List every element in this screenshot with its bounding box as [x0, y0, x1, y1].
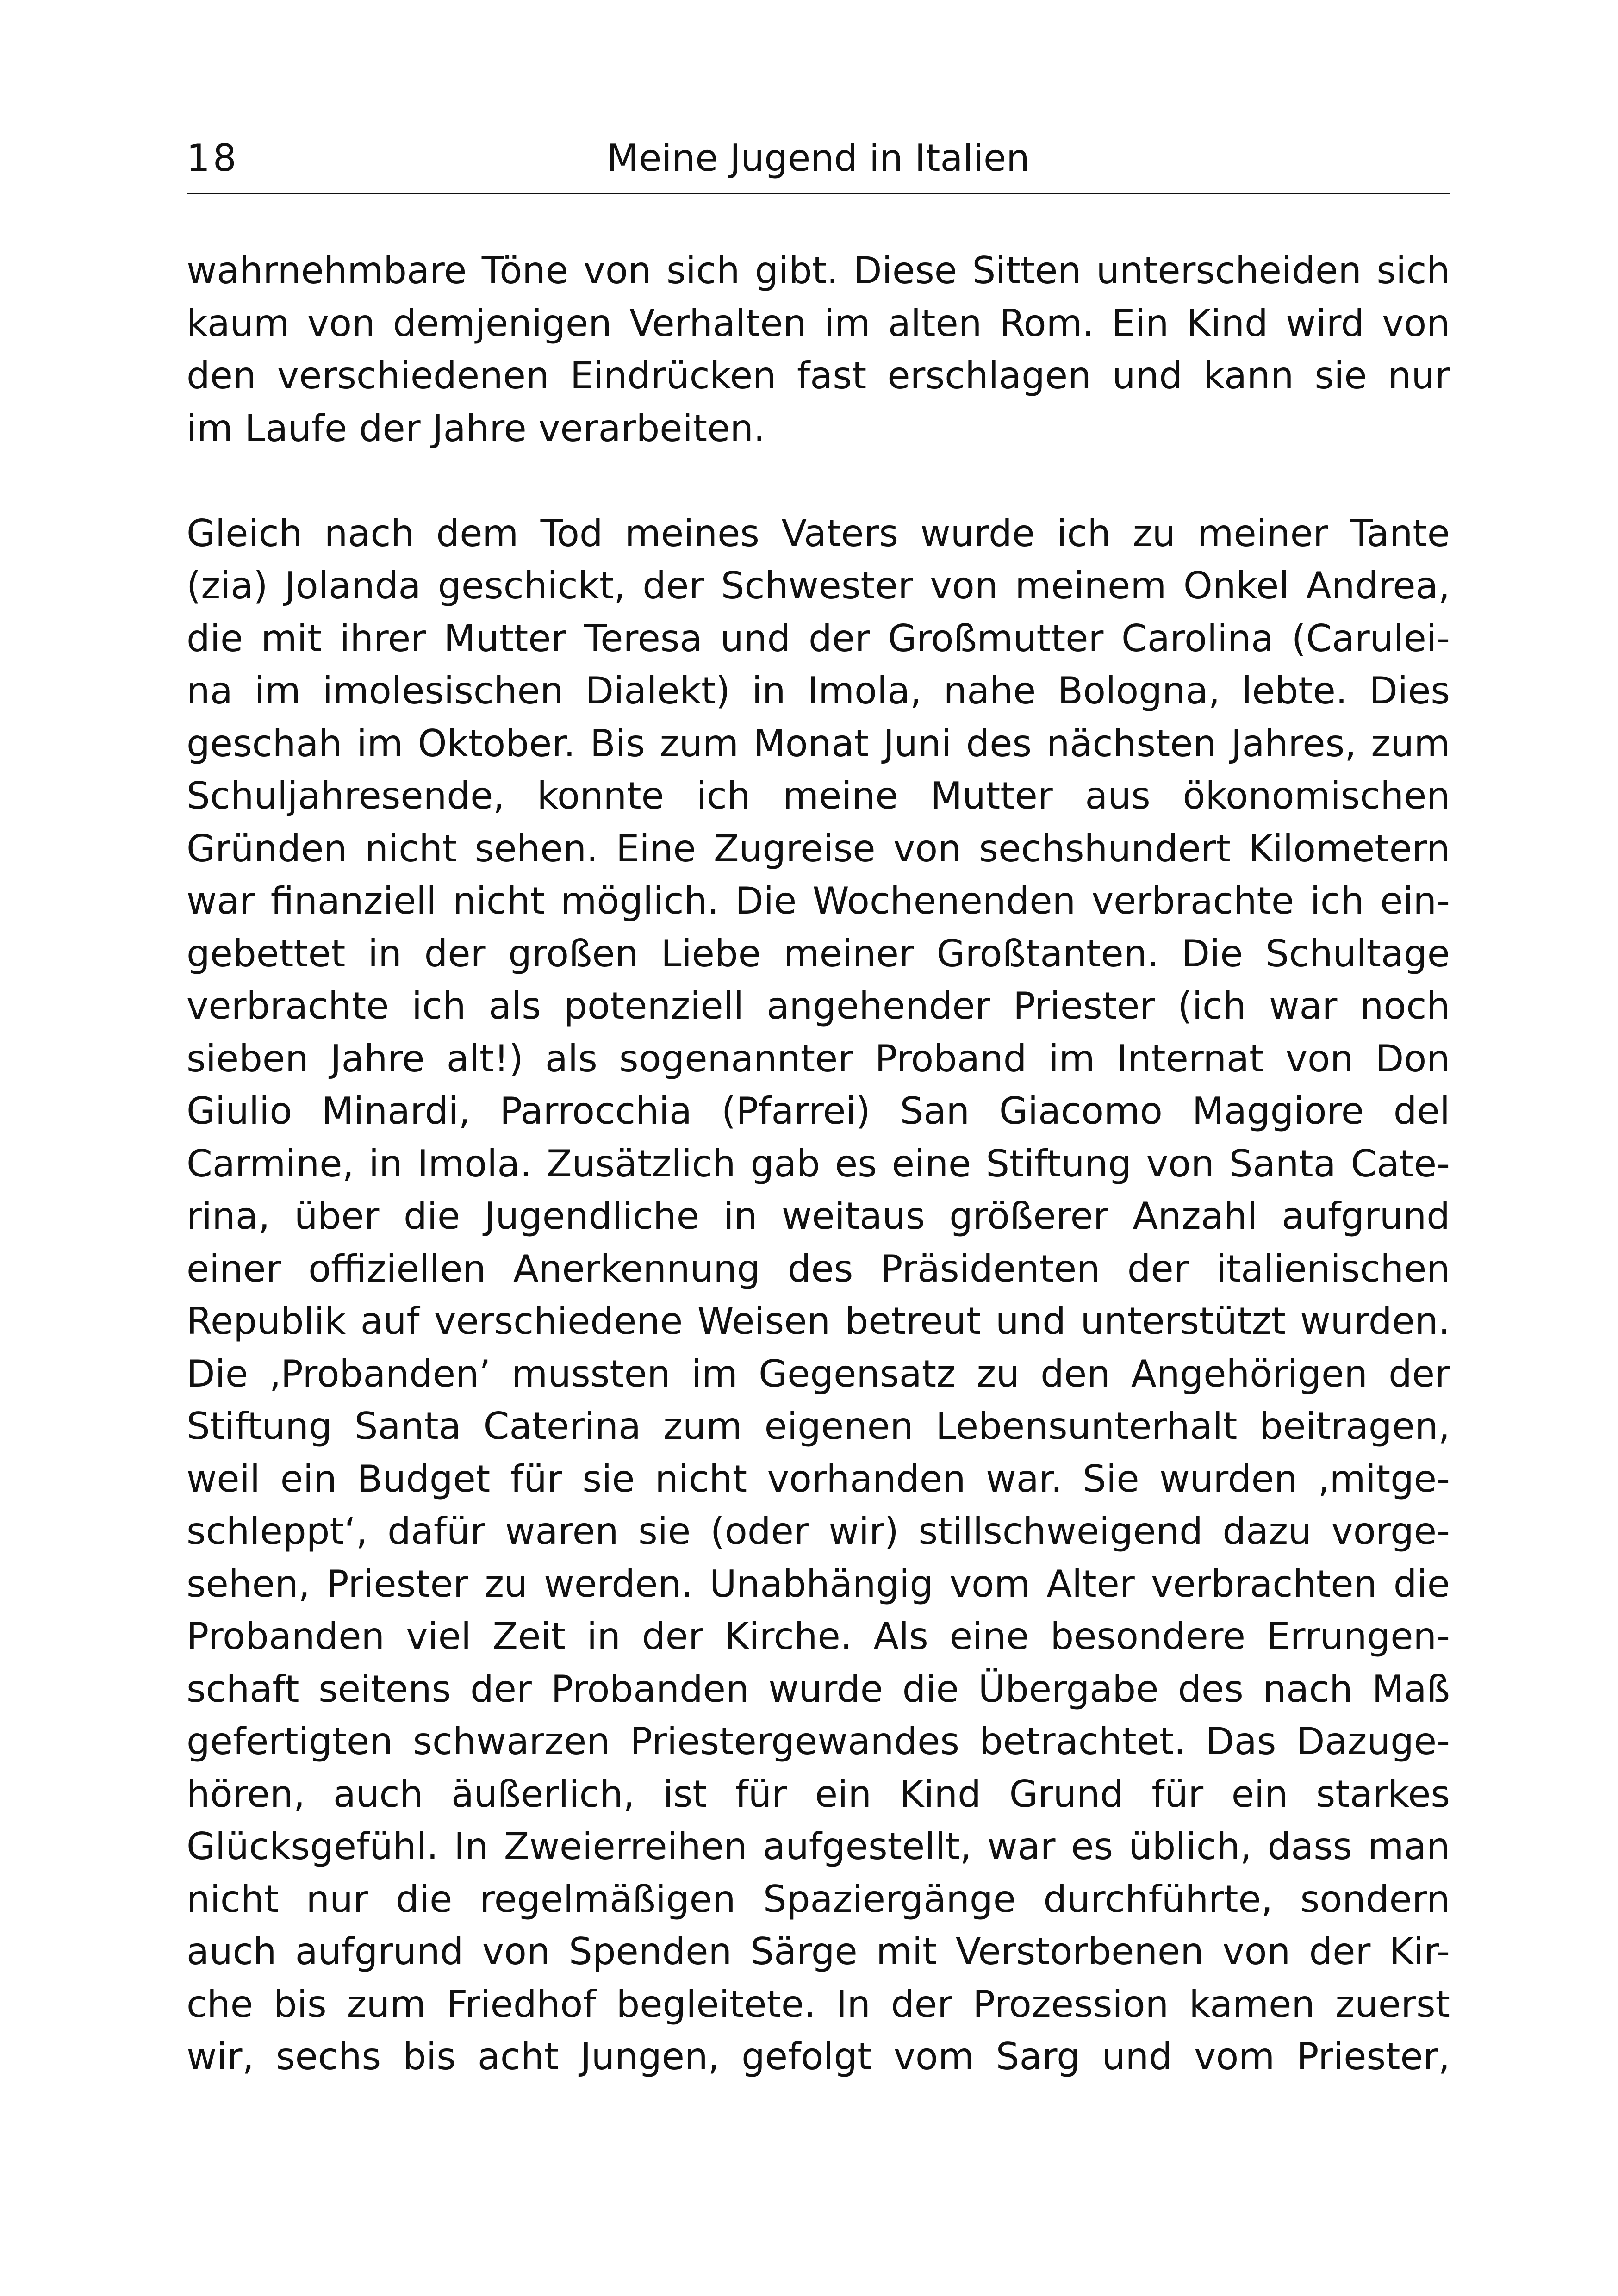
- paragraph-1: [187, 244, 1450, 454]
- text-line: schaft seitens der Probanden wurde die Übergabe des nach Maß: [187, 1667, 1450, 1711]
- text-line: Schuljahresende, konnte ich meine Mutter aus ökonomischen: [187, 774, 1450, 817]
- running-header: [187, 125, 1450, 194]
- text-line: gebettet in der großen Liebe meiner Großtanten. Die Schultage: [187, 932, 1450, 975]
- text-line: Glücksgefühl. In Zweierreihen aufgestellt, war es üblich, dass man: [187, 1825, 1450, 1868]
- text-line: verbrachte ich als potenziell angehender Priester (ich war noch: [187, 984, 1450, 1027]
- text-line: che bis zum Friedhof begleitete. In der Prozession kamen zuerst: [187, 1982, 1450, 2026]
- paragraph-2: [187, 507, 1450, 2083]
- text-line: Gleich nach dem Tod meines Vaters wurde ich zu meiner Tante: [187, 511, 1450, 555]
- text-line: Giulio Minardi, Parrocchia (Pfarrei) San Giacomo Maggiore del: [187, 1089, 1450, 1132]
- body-text: [187, 244, 1450, 2083]
- text-line: na im imolesischen Dialekt) in Imola, nahe Bologna, lebte. Dies: [187, 669, 1450, 712]
- text-line: Stiftung Santa Caterina zum eigenen Lebensunterhalt beitragen,: [187, 1405, 1450, 1448]
- text-line: hören, auch äußerlich, ist für ein Kind Grund für ein starkes: [187, 1772, 1450, 1816]
- text-line: sieben Jahre alt!) als sogenannter Proband im Internat von Don: [187, 1037, 1450, 1080]
- page-number: 18: [187, 137, 239, 180]
- text-line: Republik auf verschiedene Weisen betreut und unterstützt wurden.: [187, 1300, 1450, 1343]
- text-line: schleppt‘, dafür waren sie (oder wir) stillschweigend dazu vorge-: [187, 1510, 1450, 1553]
- text-line: gefertigten schwarzen Priestergewandes betrachtet. Das Dazuge-: [187, 1720, 1450, 1763]
- text-line: war finanziell nicht möglich. Die Wochenenden verbrachte ich ein-: [187, 879, 1450, 922]
- text-line: weil ein Budget für sie nicht vorhanden war. Sie wurden ‚mitge-: [187, 1457, 1450, 1500]
- text-line: wahrnehmbare Töne von sich gibt. Diese Sitten unterscheiden sich: [187, 249, 1450, 292]
- text-line: kaum von demjenigen Verhalten im alten Rom. Ein Kind wird von: [187, 301, 1450, 345]
- text-line: Die ‚Probanden’ mussten im Gegensatz zu den Angehörigen der: [187, 1352, 1450, 1395]
- text-line: im Laufe der Jahre verarbeiten.: [187, 406, 765, 450]
- text-line: auch aufgrund von Spenden Särge mit Verstorbenen von der Kir-: [187, 1930, 1450, 1973]
- text-line: geschah im Oktober. Bis zum Monat Juni des nächsten Jahres, zum: [187, 722, 1450, 765]
- text-line: sehen, Priester zu werden. Unabhängig vom Alter verbrachten die: [187, 1562, 1450, 1605]
- text-line: den verschiedenen Eindrücken fast erschlagen und kann sie nur: [187, 354, 1450, 397]
- running-title: Meine Jugend in Italien: [607, 137, 1030, 180]
- text-line: Probanden viel Zeit in der Kirche. Als eine besondere Errungen-: [187, 1615, 1450, 1658]
- text-line: die mit ihrer Mutter Teresa und der Großmutter Carolina (Carulei-: [187, 616, 1450, 660]
- text-line: rina, über die Jugendliche in weitaus größerer Anzahl aufgrund: [187, 1195, 1450, 1238]
- text-line: nicht nur die regelmäßigen Spaziergänge durchführte, sondern: [187, 1877, 1450, 1921]
- text-line: einer offiziellen Anerkennung des Präsidenten der italienischen: [187, 1247, 1450, 1290]
- text-line: (zia) Jolanda geschickt, der Schwester von meinem Onkel Andrea,: [187, 564, 1450, 607]
- text-line: Gründen nicht sehen. Eine Zugreise von sechshundert Kilometern: [187, 827, 1450, 870]
- paragraph-gap: [187, 454, 1450, 507]
- text-line: wir, sechs bis acht Jungen, gefolgt vom Sarg und vom Priester,: [187, 2035, 1450, 2078]
- text-line: Carmine, in Imola. Zusätzlich gab es eine Stiftung von Santa Cate-: [187, 1142, 1450, 1185]
